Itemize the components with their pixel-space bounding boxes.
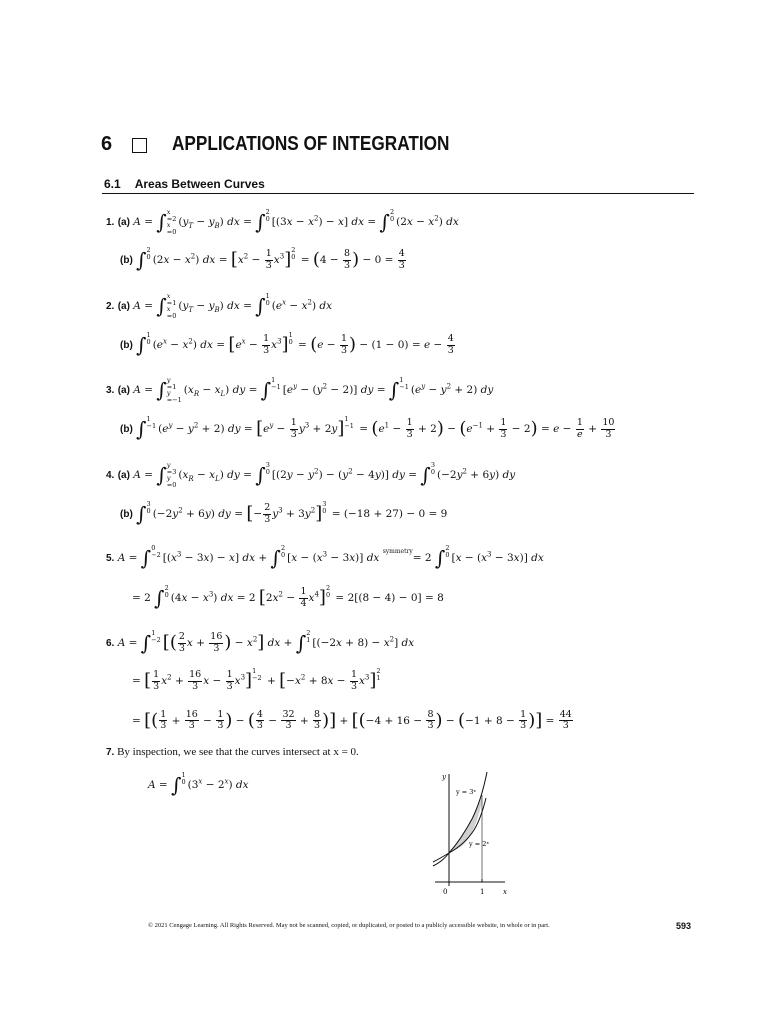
problem-6-line3: = [( $\frac{1}{3}$ + $\frac{16}{3}$ − $\frac{1}{3}$ ) − ( $\frac{4}{3}$ − $\frac{32}{3}$ + $\frac{8}{3}$ )] + [(−4 + 16 − $\frac{8}{3}$ ) − (−1 + 8 − $\frac{1}{3}$ )] = $\frac{44}{3}$ (132, 709, 572, 732)
problem-3b: (b) ∫1 −1 $(e^y - y^2 + 2)$ dy = [$e^y$ − $\frac{1}{3}$ $y^3 + 2y]1$ $-1 = (e^1$ − $\frac{1}{3}$ + $2) - (e^{-1}$ + $\frac{1}{3}$ − 2) = e − $\frac{1}{e}$ + $\frac{10}{3}$ (120, 415, 615, 441)
problem-number: 3. (106, 385, 115, 396)
problem-3a: 3. (a) A = ∫ y =1 y $=-1(x_R - x_L)$ dy = ∫1 −1 $[e^y - (y^2 - 2)]$ dy = ∫1 −1 $(e^y - y^2 + 2)$ dy (106, 376, 494, 404)
problem-4a: 4. (a) A = ∫ y =3 y $=0(x_R - x_L)$ dy = ∫3 0 $[(2y - y^2) - (y^2 - 4y)]$ dy = ∫3 0 $(-2y^2 + 6y)$ dy (106, 461, 516, 489)
part-label: (b) (120, 255, 133, 266)
problem-2b: (b) ∫1 0 $(e^x - x^2)$ dx = [$e^x$ − $\frac{1}{3}$ $x^3]1$ 0 = (e − $\frac{1}{3}$ ) − (1 − 0) = e − $\frac{4}{3}$ (120, 331, 454, 357)
problem-7-integral: A = ∫1 0 $(3^x - 2^x)$ dx (148, 771, 249, 797)
part-label: (a) (117, 217, 130, 228)
part-label: (a) (117, 385, 130, 396)
part-label: (b) (120, 509, 133, 520)
chapter-box-icon (132, 138, 147, 153)
y-axis-label: y (442, 773, 446, 781)
section-number: 6.1 (104, 177, 121, 191)
section-rule (102, 193, 694, 194)
part-label: (a) (117, 301, 130, 312)
chapter-title: APPLICATIONS OF INTEGRATION (172, 133, 450, 155)
problem-7-graph (425, 770, 520, 900)
copyright-footer: © 2021 Cengage Learning. All Rights Reserved. May not be scanned, copied, or duplicated, or posted to a publicly accessible website, in whole or in part. (148, 922, 550, 929)
chapter-number: 6 (101, 133, 113, 155)
problem-number: 6. (106, 638, 115, 649)
x-axis-label: x (503, 888, 507, 896)
problem-number: 7. (106, 747, 115, 758)
problem-5-line1: 5. A = ∫0 −2 $[(x^3 - 3x) - x]$ dx + ∫2 0 $[x - (x^3 - 3x)]$ dx $^{symmetry}$= 2 ∫2 0 $[x - (x^3 - 3x)]$ dx (106, 544, 544, 570)
part-label: (b) (120, 424, 133, 435)
curve-2x-label: y = 2ˣ (469, 840, 490, 848)
problem-1b: (b) ∫2 0 $(2x - x^2)$ dx = [$x^2$ − $\frac{1}{3}$ $x^3]2$ 0 = (4 − $\frac{8}{3}$ ) − 0 = $\frac{4}{3}$ (120, 246, 405, 272)
section-heading (104, 177, 265, 191)
problem-number: 4. (106, 470, 115, 481)
problem-7-statement: By inspection, we see that the curves intersect at x = 0. (117, 746, 359, 758)
problem-1a: 1. (a) A = ∫ x =2 x $=0(y_T - y_B)$ dx = ∫2 0 $[(3x - x^2) - x]$ dx = ∫2 0 $(2x - x^2)$ dx (106, 208, 459, 236)
problem-6-line2: = [ $\frac{1}{3}$ $x^2$ + $\frac{16}{3}$ x − $\frac{1}{3}$ $x^3]1$ $-2 + [-x^2 + 8x$ − $\frac{1}{3}$ $x^3]2$ 1 (132, 667, 381, 692)
problem-7-text (106, 747, 359, 758)
problem-5-line2: = 2 ∫2 0 $(4x - x^3)$ dx = 2 [$2x^2$ − $\frac{1}{4}$ $x^4]2$ 0 = 2[(8 − 4) − 0] = 8 (132, 584, 444, 610)
origin-label: 0 (443, 888, 448, 896)
tick-label: 1 (480, 888, 485, 896)
section-title: Areas Between Curves (134, 177, 265, 191)
problem-number: 2. (106, 301, 115, 312)
problem-2a: 2. (a) A = ∫ x =1 x $=0(y_T - y_B)$ dx = ∫1 0 $(e^x - x^2)$ dx (106, 292, 333, 320)
part-label: (a) (117, 470, 130, 481)
problem-number: 1. (106, 217, 115, 228)
curve-3x-label: y = 3ˣ (456, 788, 477, 796)
problem-6-line1: 6. A = ∫1 −2 [( $\frac{2}{3}$ x + $\frac{16}{3}$ ) − $x^2$] dx + ∫2 1 $[(-2x + 8) - x^2]$ dx (106, 629, 415, 655)
problem-4b: (b) ∫3 0 $(-2y^2 + 6y)$ dy = [− $\frac{2}{3}$ $y^3 + 3y^2]3$ 0 = (−18 + 27) − 0 = 9 (120, 500, 448, 526)
part-label: (b) (120, 340, 133, 351)
problem-number: 5. (106, 553, 115, 564)
symmetry-note: symmetry (382, 548, 413, 555)
page-number: 593 (676, 921, 692, 931)
